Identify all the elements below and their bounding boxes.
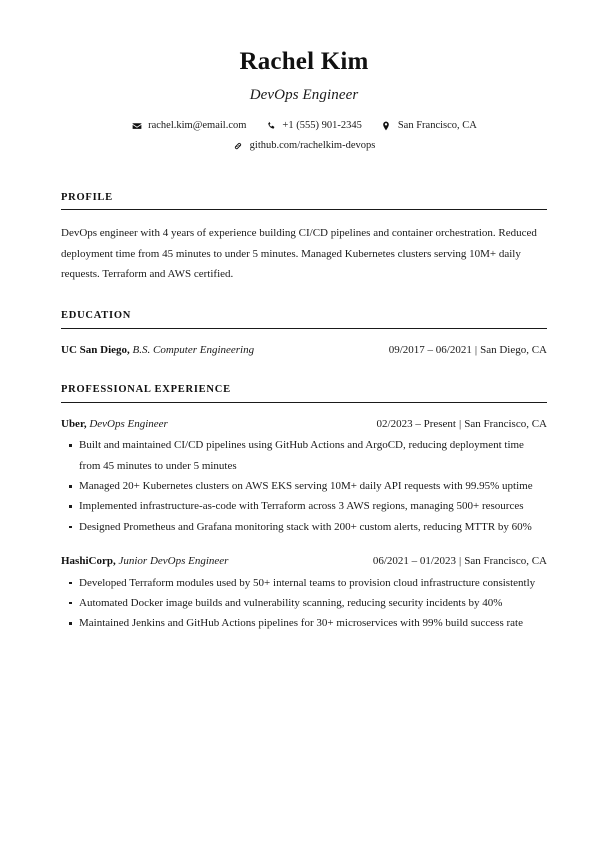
contact-phone-text: +1 (555) 901-2345 <box>282 120 362 131</box>
contact-row-primary <box>61 121 547 132</box>
entry-bullet-list <box>61 435 547 537</box>
contact-location <box>381 121 477 132</box>
entry-location: San Francisco, CA <box>464 417 547 430</box>
section-heading-education: EDUCATION <box>61 310 132 322</box>
phone-icon <box>265 121 276 132</box>
entry-separator: | <box>459 555 462 568</box>
entry-bullet: Automated Docker image builds and vulnerability scanning, reducing security incidents by 40% <box>61 593 547 613</box>
section-profile <box>61 192 547 285</box>
entry-meta <box>377 416 547 433</box>
entry <box>61 342 547 359</box>
entry-role: B.S. Computer Engineering <box>132 343 255 356</box>
entry-organization-role <box>61 342 254 359</box>
entry <box>61 553 547 634</box>
entry-bullet: Developed Terraform modules used by 50+ internal teams to provision cloud infrastructure consistently <box>61 573 547 593</box>
contact-row-secondary <box>61 141 547 152</box>
profile-summary-text: DevOps engineer with 4 years of experience building CI/CD pipelines and container orchestration. Reduced deployment time from 45 minutes to under 5 minutes. Managed Kubernetes clusters serving 10M+ daily requests. Terraform and AWS certified. <box>61 227 537 280</box>
location-pin-icon <box>381 121 392 132</box>
entry-header <box>61 553 547 570</box>
entry-bullet-list <box>61 573 547 634</box>
contact-website[interactable] <box>233 141 376 152</box>
entry-bullet: Built and maintained CI/CD pipelines using GitHub Actions and ArgoCD, reducing deployment time from 45 minutes to under 5 minutes <box>61 435 547 476</box>
entry-bullet: Maintained Jenkins and GitHub Actions pipelines for 30+ microservices with 99% build success rate <box>61 613 547 633</box>
contact-email[interactable] <box>131 121 246 132</box>
section-heading-experience: PROFESSIONAL EXPERIENCE <box>61 384 231 396</box>
entry <box>61 416 547 537</box>
contact-phone[interactable] <box>265 121 361 132</box>
entry-organization: Uber, <box>61 417 87 430</box>
entry-bullet: Managed 20+ Kubernetes clusters on AWS EKS serving 10M+ daily API requests with 99.95% uptime <box>61 476 547 496</box>
entry-organization-role <box>61 416 168 433</box>
entry-header <box>61 342 547 359</box>
entry-dates: 02/2023 – Present <box>376 417 456 430</box>
entry-meta <box>373 553 547 570</box>
entry-role: Junior DevOps Engineer <box>118 555 229 568</box>
entry-separator: | <box>474 343 478 356</box>
section-rule <box>61 328 547 329</box>
section-rule <box>61 402 547 403</box>
entry-bullet: Implemented infrastructure-as-code with Terraform across 3 AWS regions, managing 500+ resources <box>61 496 547 516</box>
entry-organization: HashiCorp, <box>61 555 116 568</box>
envelope-icon <box>131 121 142 132</box>
link-icon <box>233 141 244 152</box>
section-rule <box>61 209 547 210</box>
entry-meta <box>389 342 547 359</box>
candidate-title: DevOps Engineer <box>249 86 359 103</box>
education-entries <box>61 342 547 359</box>
entry-header <box>61 416 547 433</box>
experience-entries <box>61 416 547 634</box>
section-heading-profile: PROFILE <box>61 191 113 203</box>
resume-header <box>61 0 547 152</box>
entry-dates: 09/2017 – 06/2021 <box>388 343 472 356</box>
entry-location: San Diego, CA <box>480 343 547 356</box>
contact-email-text: rachel.kim@email.com <box>148 120 247 131</box>
entry-organization: UC San Diego, <box>61 343 130 356</box>
entry-role: DevOps Engineer <box>89 417 168 430</box>
entry-location: San Francisco, CA <box>464 555 547 568</box>
entry-separator: | <box>459 417 462 430</box>
contact-location-text: San Francisco, CA <box>397 120 477 131</box>
entry-dates: 06/2021 – 01/2023 <box>372 555 456 568</box>
section-experience <box>61 384 547 633</box>
entry-bullet: Designed Prometheus and Grafana monitoring stack with 200+ custom alerts, reducing MTTR by 60% <box>61 517 547 537</box>
contact-website-text: github.com/rachelkim-devops <box>249 140 376 151</box>
entry-organization-role <box>61 553 228 570</box>
section-education <box>61 310 547 358</box>
candidate-name: Rachel Kim <box>239 48 369 75</box>
